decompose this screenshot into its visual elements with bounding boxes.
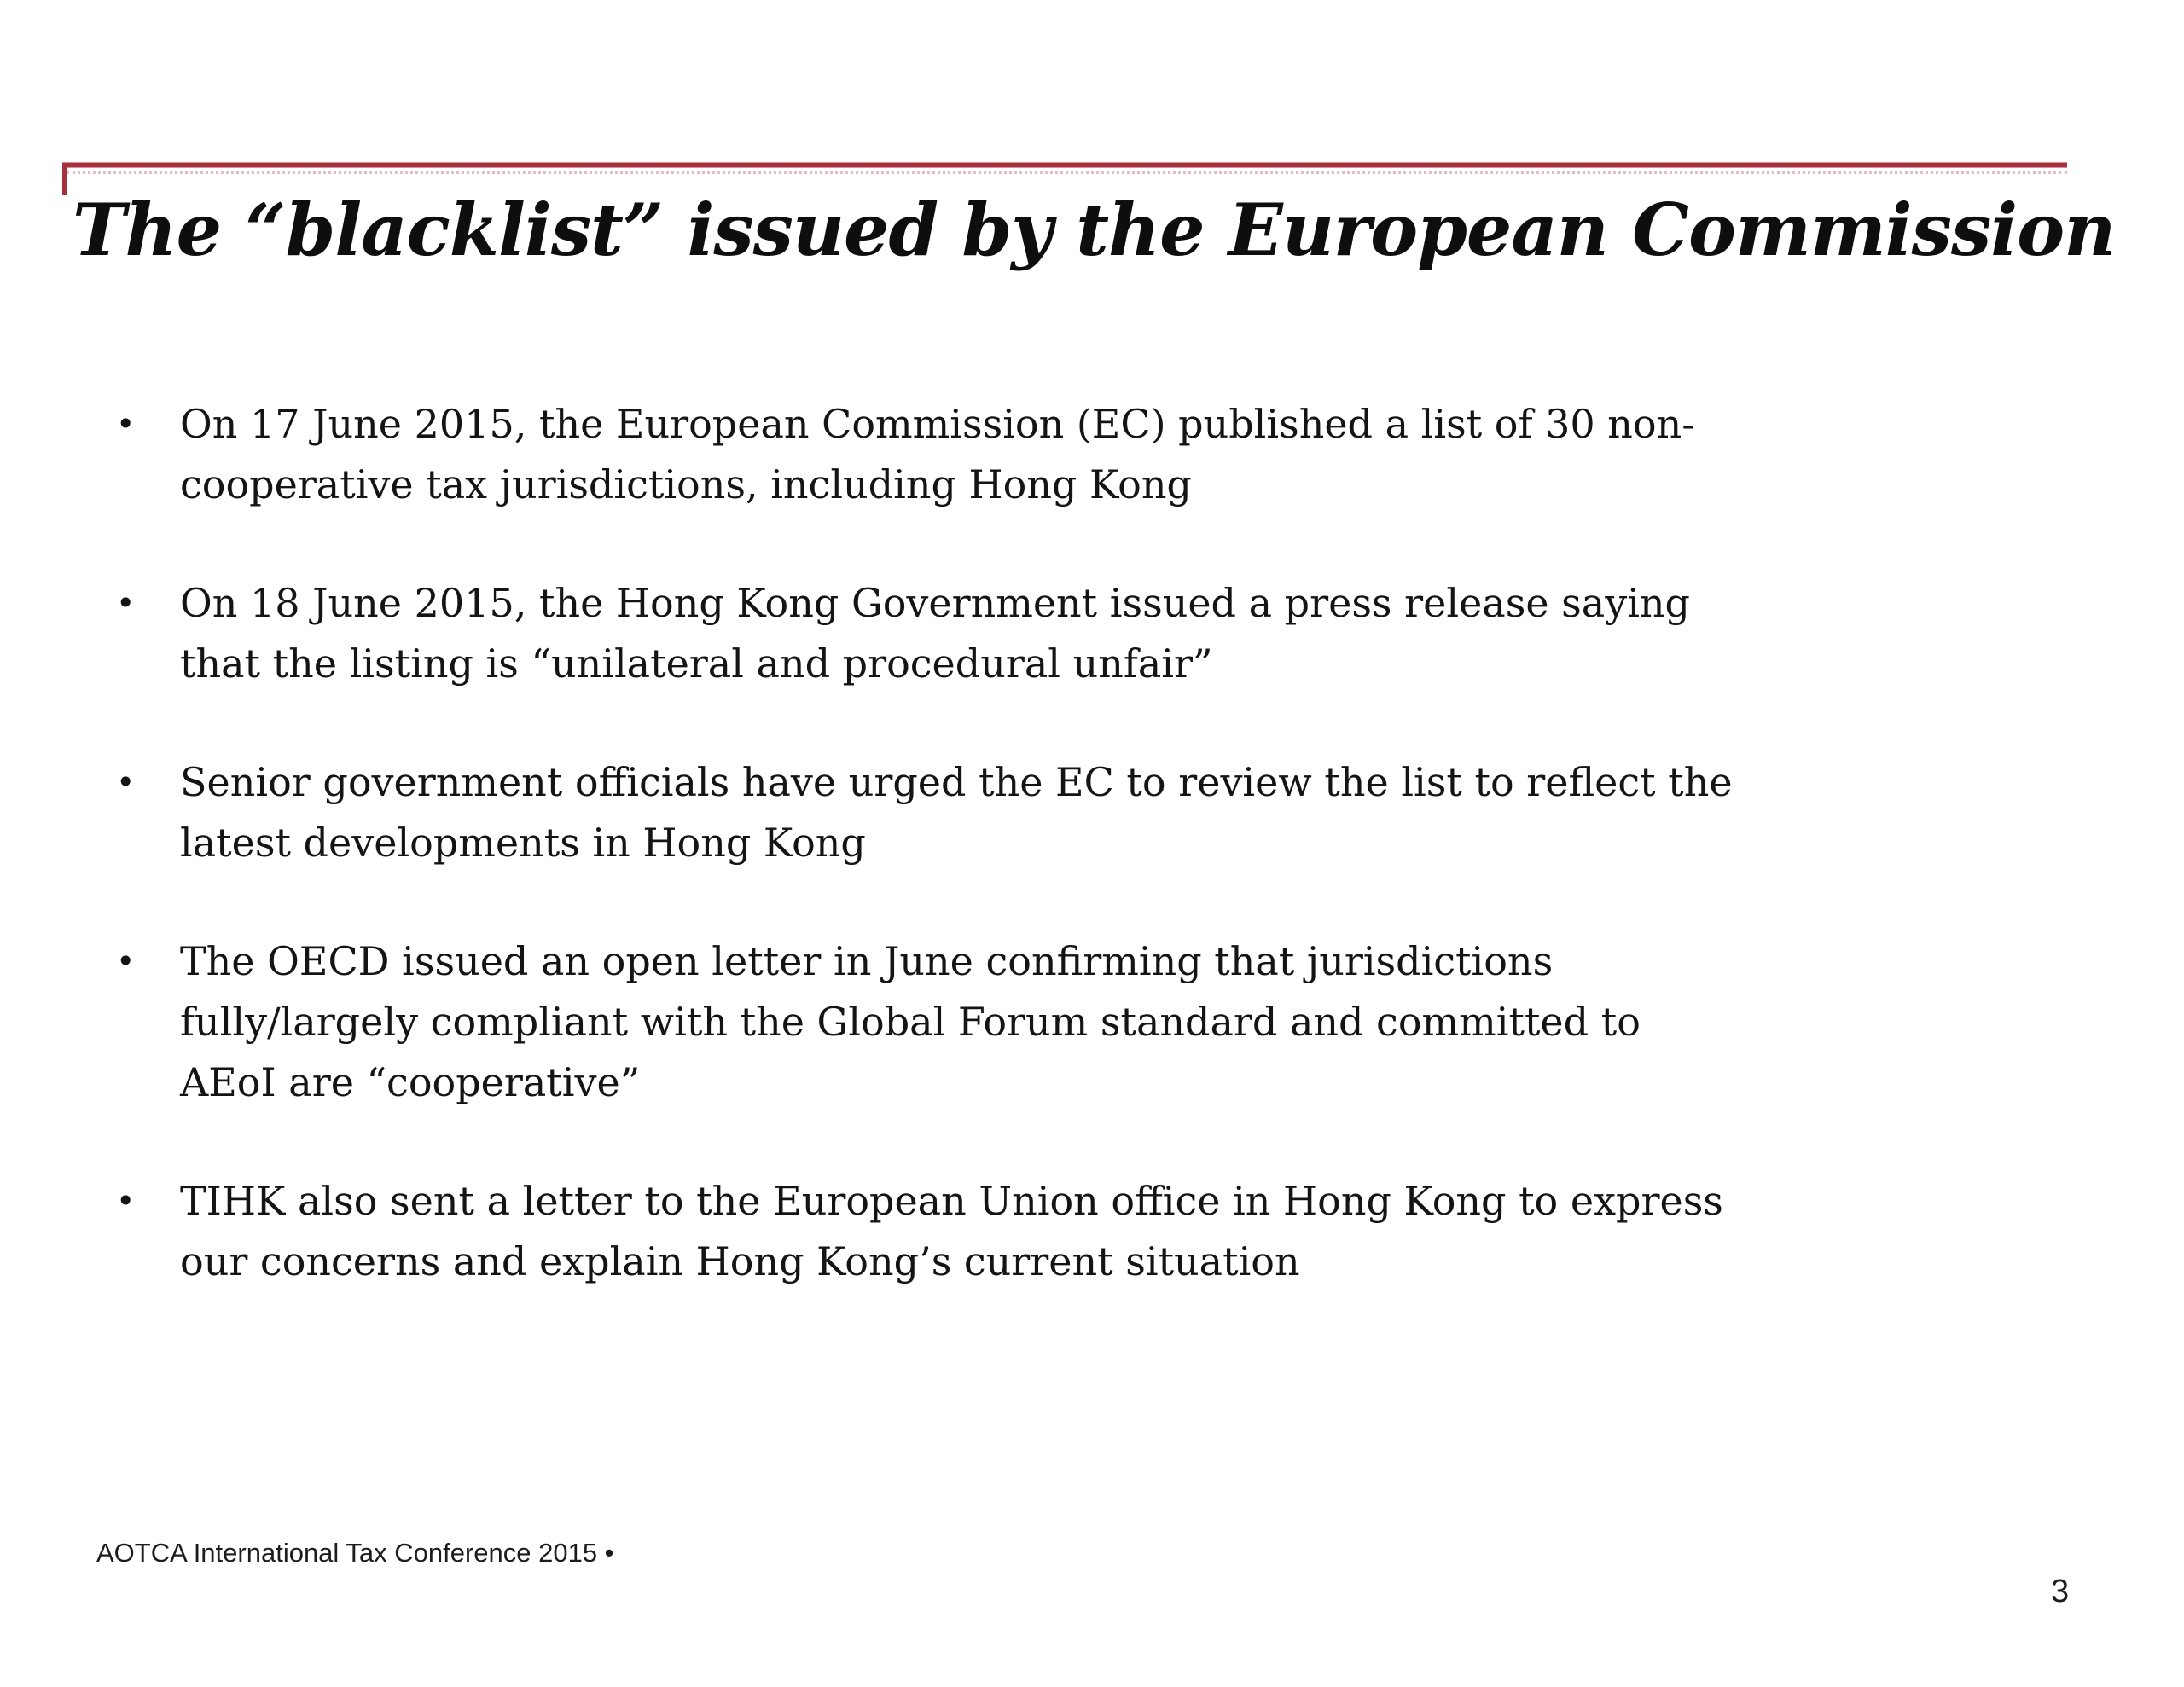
bullet-text-line: On 18 June 2015, the Hong Kong Government issued a press release saying [180, 580, 1690, 626]
bullet-item [111, 931, 2065, 1113]
bullet-icon: • [116, 942, 136, 980]
bullet-list [111, 394, 2065, 1350]
bullet-item [111, 752, 2065, 873]
bullet-text-line: cooperative tax jurisdictions, including Hong Kong [180, 461, 1192, 507]
footer-conference-label: AOTCA International Tax Conference 2015 • [96, 1538, 614, 1568]
bullet-text-line: Senior government officials have urged the EC to review the list to reflect the [180, 759, 1733, 805]
bullet-text-line: The OECD issued an open letter in June confirming that jurisdictions [180, 938, 1554, 984]
page-number: 3 [2051, 1574, 2070, 1609]
accent-rule-corner [62, 163, 67, 195]
bullet-icon: • [116, 405, 136, 443]
bullet-text-line: fully/largely compliant with the Global Forum standard and committed to [180, 999, 1641, 1045]
bullet-text-line: latest developments in Hong Kong [180, 820, 866, 866]
bullet-text-line: our concerns and explain Hong Kong’s current situation [180, 1238, 1300, 1284]
bullet-item [111, 1171, 2065, 1292]
bullet-icon: • [116, 1182, 136, 1220]
bullet-text-line: TIHK also sent a letter to the European Union office in Hong Kong to express [180, 1178, 1723, 1224]
bullet-item [111, 394, 2065, 515]
bullet-icon: • [116, 584, 136, 622]
accent-rule-horizontal [62, 163, 2067, 167]
bullet-text-line: AEoI are “cooperative” [180, 1059, 641, 1105]
bullet-item [111, 573, 2065, 694]
accent-rule-dotted [67, 171, 2067, 174]
slide-title: The “blacklist” issued by the European Commission [73, 188, 2116, 272]
bullet-icon: • [116, 763, 136, 801]
bullet-text-line: that the listing is “unilateral and procedural unfair” [180, 641, 1213, 687]
bullet-text-line: On 17 June 2015, the European Commission (EC) published a list of 30 non- [180, 401, 1695, 447]
